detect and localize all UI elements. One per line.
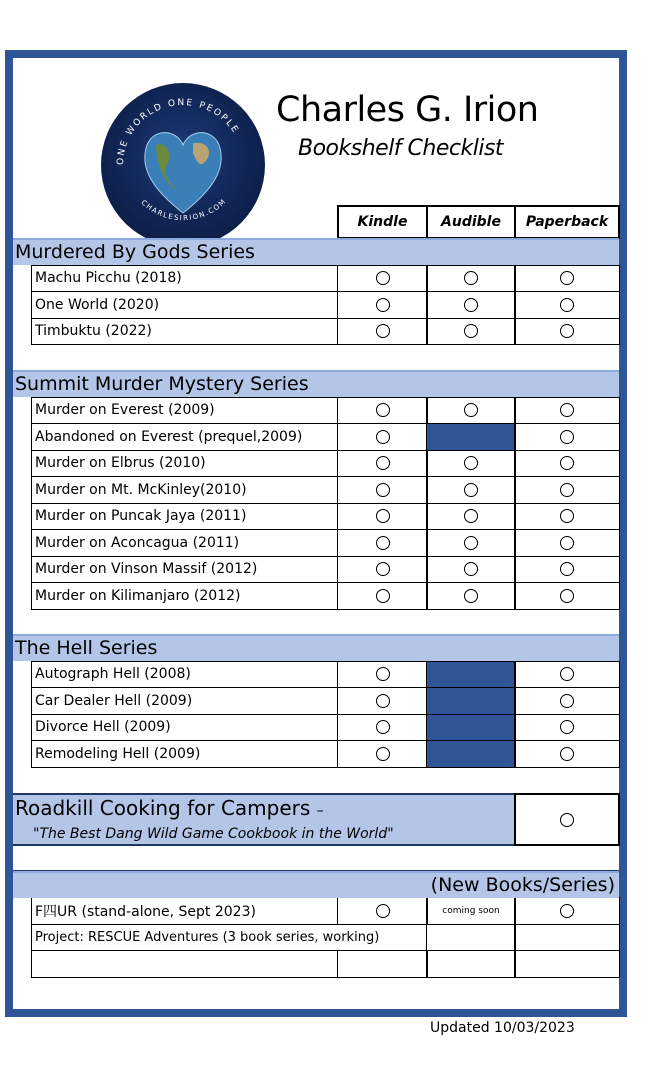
audible-unavailable-cell: [426, 423, 516, 451]
circle-checkbox-icon: [560, 589, 574, 603]
audible-checkbox[interactable]: [426, 529, 516, 557]
kindle-checkbox[interactable]: [337, 556, 428, 584]
circle-checkbox-icon: [560, 904, 574, 918]
book-title: Murder on Mt. McKinley(2010): [31, 476, 338, 504]
cookbook-dash: –: [316, 803, 324, 819]
audible-checkbox[interactable]: [426, 265, 516, 293]
paperback-checkbox[interactable]: [514, 503, 620, 531]
audible-checkbox[interactable]: [426, 476, 516, 504]
audible-checkbox[interactable]: [426, 582, 516, 610]
circle-checkbox-icon: [376, 430, 390, 444]
circle-checkbox-icon: [376, 509, 390, 523]
book-title: Machu Picchu (2018): [31, 265, 338, 293]
audible-checkbox[interactable]: [426, 950, 516, 978]
book-title: Autograph Hell (2008): [31, 661, 338, 689]
paperback-checkbox[interactable]: [514, 950, 620, 978]
audible-unavailable-cell: [426, 740, 516, 768]
circle-checkbox-icon: [376, 720, 390, 734]
paperback-checkbox[interactable]: [514, 897, 620, 925]
kindle-checkbox[interactable]: [337, 661, 428, 689]
book-title: Timbuktu (2022): [31, 318, 338, 346]
paperback-checkbox[interactable]: [514, 291, 620, 319]
circle-checkbox-icon: [376, 456, 390, 470]
kindle-checkbox[interactable]: [337, 397, 428, 425]
kindle-checkbox[interactable]: [337, 265, 428, 293]
paperback-checkbox[interactable]: [514, 661, 620, 689]
circle-checkbox-icon: [376, 403, 390, 417]
circle-checkbox-icon: [376, 536, 390, 550]
circle-checkbox-icon: [376, 483, 390, 497]
circle-checkbox-icon: [464, 456, 478, 470]
logo: [101, 83, 265, 247]
circle-checkbox-icon: [560, 324, 574, 338]
circle-checkbox-icon: [376, 694, 390, 708]
audible-status: coming soon: [426, 897, 516, 925]
circle-checkbox-icon: [376, 271, 390, 285]
book-title: Murder on Puncak Jaya (2011): [31, 503, 338, 531]
book-title: Murder on Everest (2009): [31, 397, 338, 425]
circle-checkbox-icon: [560, 694, 574, 708]
kindle-checkbox[interactable]: [337, 950, 428, 978]
paperback-checkbox[interactable]: [514, 714, 620, 742]
book-title: Remodeling Hell (2009): [31, 740, 338, 768]
kindle-checkbox[interactable]: [337, 582, 428, 610]
circle-checkbox-icon: [560, 298, 574, 312]
circle-checkbox-icon: [560, 720, 574, 734]
kindle-checkbox[interactable]: [337, 740, 428, 768]
paperback-checkbox[interactable]: [514, 529, 620, 557]
kindle-checkbox[interactable]: [337, 291, 428, 319]
kindle-checkbox[interactable]: [337, 423, 428, 451]
kindle-checkbox[interactable]: [337, 897, 428, 925]
updated-date: Updated 10/03/2023: [430, 1020, 575, 1036]
circle-checkbox-icon: [376, 667, 390, 681]
kindle-checkbox[interactable]: [337, 687, 428, 715]
book-title: Abandoned on Everest (prequel,2009): [31, 423, 338, 451]
circle-checkbox-icon: [560, 747, 574, 761]
book-title: Murder on Elbrus (2010): [31, 450, 338, 478]
column-header-paperback: Paperback: [514, 205, 620, 239]
audible-checkbox[interactable]: [426, 318, 516, 346]
circle-checkbox-icon: [560, 456, 574, 470]
audible-unavailable-cell: [426, 714, 516, 742]
page-subtitle: Bookshelf Checklist: [298, 136, 504, 161]
book-title: [31, 950, 338, 978]
cookbook-band: [13, 793, 515, 846]
section-header: The Hell Series: [13, 634, 619, 661]
paperback-checkbox[interactable]: [514, 476, 620, 504]
page-title: Charles G. Irion: [276, 90, 539, 130]
book-title: F四UR (stand-alone, Sept 2023): [31, 897, 338, 925]
circle-checkbox-icon: [376, 589, 390, 603]
circle-checkbox-icon: [464, 324, 478, 338]
paperback-checkbox[interactable]: [514, 423, 620, 451]
circle-checkbox-icon: [376, 298, 390, 312]
circle-checkbox-icon: [464, 403, 478, 417]
book-title: Murder on Aconcagua (2011): [31, 529, 338, 557]
circle-checkbox-icon: [560, 667, 574, 681]
kindle-checkbox[interactable]: [337, 503, 428, 531]
circle-checkbox-icon: [464, 562, 478, 576]
paperback-checkbox[interactable]: [514, 687, 620, 715]
kindle-checkbox[interactable]: [337, 476, 428, 504]
audible-checkbox[interactable]: [426, 397, 516, 425]
circle-checkbox-icon: [560, 403, 574, 417]
circle-checkbox-icon: [560, 483, 574, 497]
paperback-checkbox[interactable]: [514, 397, 620, 425]
kindle-checkbox[interactable]: [337, 318, 428, 346]
audible-checkbox[interactable]: [426, 503, 516, 531]
cookbook-title: Roadkill Cooking for Campers: [15, 796, 311, 820]
circle-checkbox-icon: [464, 483, 478, 497]
section-header: Murdered By Gods Series: [13, 238, 619, 265]
paperback-checkbox[interactable]: [514, 582, 620, 610]
logo-globe-heart-icon: [101, 83, 265, 247]
circle-checkbox-icon: [376, 747, 390, 761]
paperback-checkbox[interactable]: [514, 556, 620, 584]
circle-checkbox-icon: [464, 589, 478, 603]
audible-checkbox[interactable]: [426, 291, 516, 319]
kindle-checkbox[interactable]: [337, 529, 428, 557]
cookbook-tagline: "The Best Dang Wild Game Cookbook in the World": [33, 826, 394, 842]
book-title: Murder on Kilimanjaro (2012): [31, 582, 338, 610]
book-title: Project: RESCUE Adventures (3 book series, working): [31, 924, 427, 952]
circle-checkbox-icon: [464, 271, 478, 285]
column-header-audible: Audible: [426, 205, 516, 239]
circle-checkbox-icon: [560, 509, 574, 523]
audible-checkbox[interactable]: [426, 556, 516, 584]
audible-unavailable-cell: [426, 687, 516, 715]
circle-checkbox-icon: [560, 430, 574, 444]
column-header-kindle: Kindle: [337, 205, 428, 239]
circle-checkbox-icon: [464, 298, 478, 312]
circle-checkbox-icon: [560, 271, 574, 285]
cookbook-paperback-checkbox[interactable]: [514, 793, 620, 846]
book-title: Murder on Vinson Massif (2012): [31, 556, 338, 584]
kindle-checkbox[interactable]: [337, 450, 428, 478]
paperback-checkbox[interactable]: [514, 450, 620, 478]
paperback-checkbox[interactable]: [514, 265, 620, 293]
circle-checkbox-icon: [464, 536, 478, 550]
book-title: Divorce Hell (2009): [31, 714, 338, 742]
circle-checkbox-icon: [464, 509, 478, 523]
divider: [13, 845, 619, 872]
circle-checkbox-icon: [376, 904, 390, 918]
circle-checkbox-icon: [376, 324, 390, 338]
paperback-checkbox[interactable]: [514, 318, 620, 346]
audible-checkbox[interactable]: [426, 924, 516, 952]
svg-text:ONE WORLD ONE PEOPLE: ONE WORLD ONE PEOPLE: [115, 97, 241, 166]
circle-checkbox-icon: [376, 562, 390, 576]
paperback-checkbox[interactable]: [514, 740, 620, 768]
circle-checkbox-icon: [560, 536, 574, 550]
circle-checkbox-icon: [560, 562, 574, 576]
audible-unavailable-cell: [426, 661, 516, 689]
paperback-checkbox[interactable]: [514, 924, 620, 952]
svg-text:CHARLESIRION.COM: CHARLESIRION.COM: [139, 197, 229, 223]
section-header: Summit Murder Mystery Series: [13, 370, 619, 397]
book-title: Car Dealer Hell (2009): [31, 687, 338, 715]
book-title: One World (2020): [31, 291, 338, 319]
new-books-band: (New Books/Series): [13, 871, 619, 898]
audible-checkbox[interactable]: [426, 450, 516, 478]
kindle-checkbox[interactable]: [337, 714, 428, 742]
